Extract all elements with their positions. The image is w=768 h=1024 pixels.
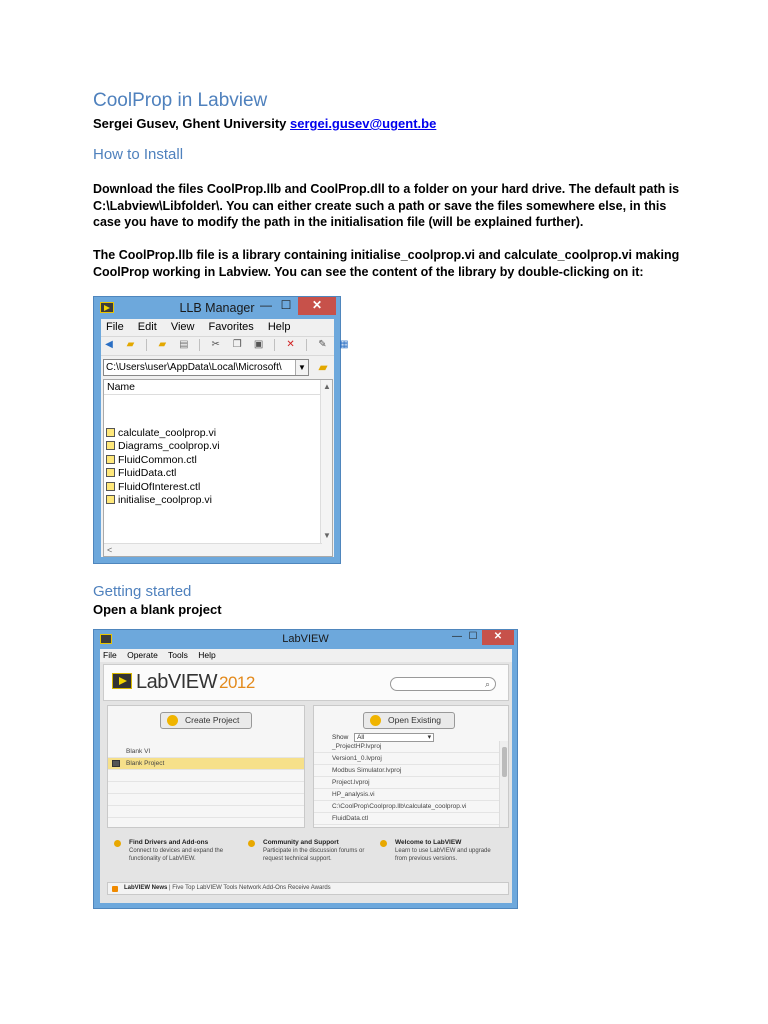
news-label: LabVIEW News (124, 885, 168, 891)
list-item[interactable] (108, 818, 304, 830)
ctl-file-icon (106, 455, 115, 464)
heading-getting-started: Getting started (93, 583, 192, 600)
help-title: Find Drivers and Add-ons (129, 839, 209, 846)
list-item[interactable]: HP_analysis.vi (314, 789, 500, 801)
path-combobox[interactable] (103, 359, 309, 376)
menu-help[interactable]: Help (267, 321, 291, 333)
toolbar-separator (306, 339, 307, 351)
help-title: Welcome to LabVIEW (395, 839, 462, 846)
welcome-icon (380, 840, 387, 847)
list-item[interactable] (106, 467, 220, 480)
news-text[interactable]: Five Top LabVIEW Tools Network Add-Ons Receive Awards (172, 885, 331, 891)
menu-favorites[interactable]: Favorites (208, 321, 254, 333)
file-list (103, 379, 333, 557)
community-icon (248, 840, 255, 847)
help-desc: Participate in the discussion forums or request technical support. (263, 848, 365, 862)
search-icon: ⌕ (484, 679, 490, 689)
open-folder-icon[interactable]: ▰ (126, 339, 135, 350)
author-line (93, 116, 436, 131)
scroll-thumb[interactable] (502, 747, 507, 777)
vi-file-icon (106, 428, 115, 437)
list-item[interactable]: Version1_0.lvproj (314, 753, 500, 765)
chevron-left-icon[interactable]: < (107, 545, 113, 555)
heading-how-to-install: How to Install (93, 146, 184, 163)
copy-icon[interactable]: ❐ (232, 339, 242, 350)
menu-file[interactable]: File (103, 650, 117, 660)
labview-logo-icon (112, 673, 132, 689)
list-item[interactable] (108, 758, 304, 770)
labview-logo (136, 671, 255, 694)
open-panel (313, 705, 509, 828)
properties-icon[interactable]: ▤ (179, 339, 189, 350)
labview-titlebar (94, 630, 517, 649)
author-email-link[interactable]: sergei.gusev@ugent.be (290, 116, 437, 131)
list-item[interactable] (108, 794, 304, 806)
back-icon[interactable]: ◀ (105, 339, 113, 350)
list-item[interactable] (106, 440, 220, 453)
toolbar-separator (199, 339, 200, 351)
list-item[interactable]: _ProjectHP.lvproj (314, 741, 500, 753)
file-name: calculate_coolprop.vi (118, 427, 217, 439)
chevron-down-icon[interactable]: ▼ (295, 360, 308, 375)
llb-titlebar (94, 297, 340, 319)
subheading-open-blank-project: Open a blank project (93, 602, 222, 617)
minimize-button[interactable]: — (260, 298, 272, 312)
list-item[interactable] (106, 454, 220, 467)
show-value: All (357, 734, 365, 741)
ctl-file-icon (106, 468, 115, 477)
help-find-drivers[interactable] (114, 839, 234, 863)
list-item[interactable] (106, 494, 220, 507)
recent-files-scrollbar[interactable] (499, 741, 508, 827)
vi-file-icon (106, 441, 115, 450)
column-header-name[interactable]: Name (104, 380, 332, 395)
create-project-button[interactable] (160, 712, 252, 729)
show-label: Show (332, 734, 349, 742)
labview-news-bar[interactable]: LabVIEW News | Five Top LabVIEW Tools Network Add-Ons Receive Awards (107, 882, 509, 895)
toolbar-separator (274, 339, 275, 351)
list-item[interactable] (108, 806, 304, 818)
help-desc: Learn to use LabVIEW and upgrade from previous versions. (395, 848, 491, 862)
logo-text: LabVIEW (136, 671, 217, 693)
template-list (108, 746, 304, 830)
labview-body (100, 649, 512, 903)
vi-file-icon (106, 495, 115, 504)
list-item[interactable]: Modbus Simulator.lvproj (314, 765, 500, 777)
file-name: Diagrams_coolprop.vi (118, 440, 220, 453)
labview-menubar (100, 649, 512, 662)
close-button[interactable]: ✕ (298, 297, 336, 315)
list-item[interactable] (108, 770, 304, 782)
llb-toolbar (101, 336, 349, 356)
menu-operate[interactable]: Operate (127, 650, 158, 660)
open-existing-icon (370, 715, 381, 726)
browse-folder-icon[interactable]: ▰ (318, 360, 328, 374)
search-input[interactable] (390, 677, 496, 691)
llb-window-title: LLB Manager (179, 301, 255, 315)
labview-window (93, 629, 518, 909)
list-item-label: Blank Project (126, 760, 165, 767)
list-item[interactable]: Blank VI (108, 746, 304, 758)
minimize-button[interactable]: — (452, 631, 462, 642)
maximize-button[interactable]: ☐ (468, 631, 478, 642)
vertical-scrollbar[interactable] (320, 380, 332, 556)
list-item[interactable]: FluidData.ctl (314, 813, 500, 825)
author-name: Sergei Gusev, Ghent University (93, 116, 287, 131)
menu-tools[interactable]: Tools (168, 650, 188, 660)
menu-edit[interactable]: Edit (137, 321, 157, 333)
file-name: FluidOfInterest.ctl (118, 480, 201, 493)
file-rows (106, 427, 220, 507)
chevron-up-icon[interactable]: ▲ (323, 382, 331, 391)
help-community[interactable] (248, 839, 368, 863)
rename-icon[interactable]: ✎ (318, 339, 327, 350)
recent-files-list (314, 741, 500, 825)
list-item[interactable] (106, 427, 220, 440)
llb-manager-window (93, 296, 349, 564)
path-value: C:\Users\user\AppData\Local\Microsoft\ (106, 362, 282, 373)
drivers-icon (114, 840, 121, 847)
list-item[interactable] (108, 782, 304, 794)
list-item[interactable] (106, 481, 220, 494)
toolbar-separator (146, 339, 147, 351)
file-name: initialise_coolprop.vi (118, 494, 212, 507)
menu-file[interactable]: File (106, 321, 124, 333)
close-button[interactable]: ✕ (482, 630, 514, 645)
delete-icon[interactable]: ✕ (286, 339, 295, 350)
cut-icon[interactable]: ✂ (211, 339, 220, 350)
info-icon[interactable]: ▦ (339, 339, 349, 350)
file-name: FluidData.ctl (118, 467, 177, 480)
create-project-label: Create Project (185, 715, 240, 725)
chevron-down-icon[interactable]: ▼ (323, 531, 331, 540)
maximize-button[interactable]: ☐ (280, 298, 292, 312)
labview-window-title: LabVIEW (282, 633, 329, 645)
labview-banner (103, 664, 509, 701)
file-name: FluidCommon.ctl (118, 453, 197, 466)
llb-body (101, 319, 349, 557)
create-panel (107, 705, 305, 828)
horizontal-scrollbar[interactable] (104, 543, 322, 556)
ctl-file-icon (106, 482, 115, 491)
paste-icon[interactable]: ▣ (253, 339, 264, 350)
project-icon (112, 760, 120, 767)
llb-menubar (101, 319, 334, 336)
create-project-icon (167, 715, 178, 726)
help-title: Community and Support (263, 839, 339, 846)
menu-view[interactable]: View (170, 321, 195, 333)
paragraph-download: Download the files CoolProp.llb and CoolProp.dll to a folder on your hard drive. The default path is C:\Labview\Libfolder\. You can either create such a path or save the files somewhere else, in this case you have to modify the path in the initialisation file (will be explained further). (93, 182, 680, 229)
menu-help[interactable]: Help (198, 650, 216, 660)
new-folder-icon[interactable]: ▰ (158, 339, 167, 350)
document-title: CoolProp in Labview (93, 90, 268, 111)
list-item[interactable]: Project.lvproj (314, 777, 500, 789)
rss-icon (112, 886, 118, 892)
paragraph-library: The CoolProp.llb file is a library containing initialise_coolprop.vi and calculate_coolprop.vi making CoolProp working in Labview. You can see the content of the library by double-clicking on it: (93, 248, 680, 279)
help-desc: Connect to devices and expand the functionality of LabVIEW. (129, 848, 224, 862)
help-welcome[interactable] (380, 839, 500, 863)
open-existing-label: Open Existing (388, 715, 441, 725)
list-item[interactable]: C:\CoolProp\Coolprop.llb\calculate_coolprop.vi (314, 801, 500, 813)
open-existing-button[interactable] (363, 712, 455, 729)
logo-year: 2012 (218, 673, 255, 692)
